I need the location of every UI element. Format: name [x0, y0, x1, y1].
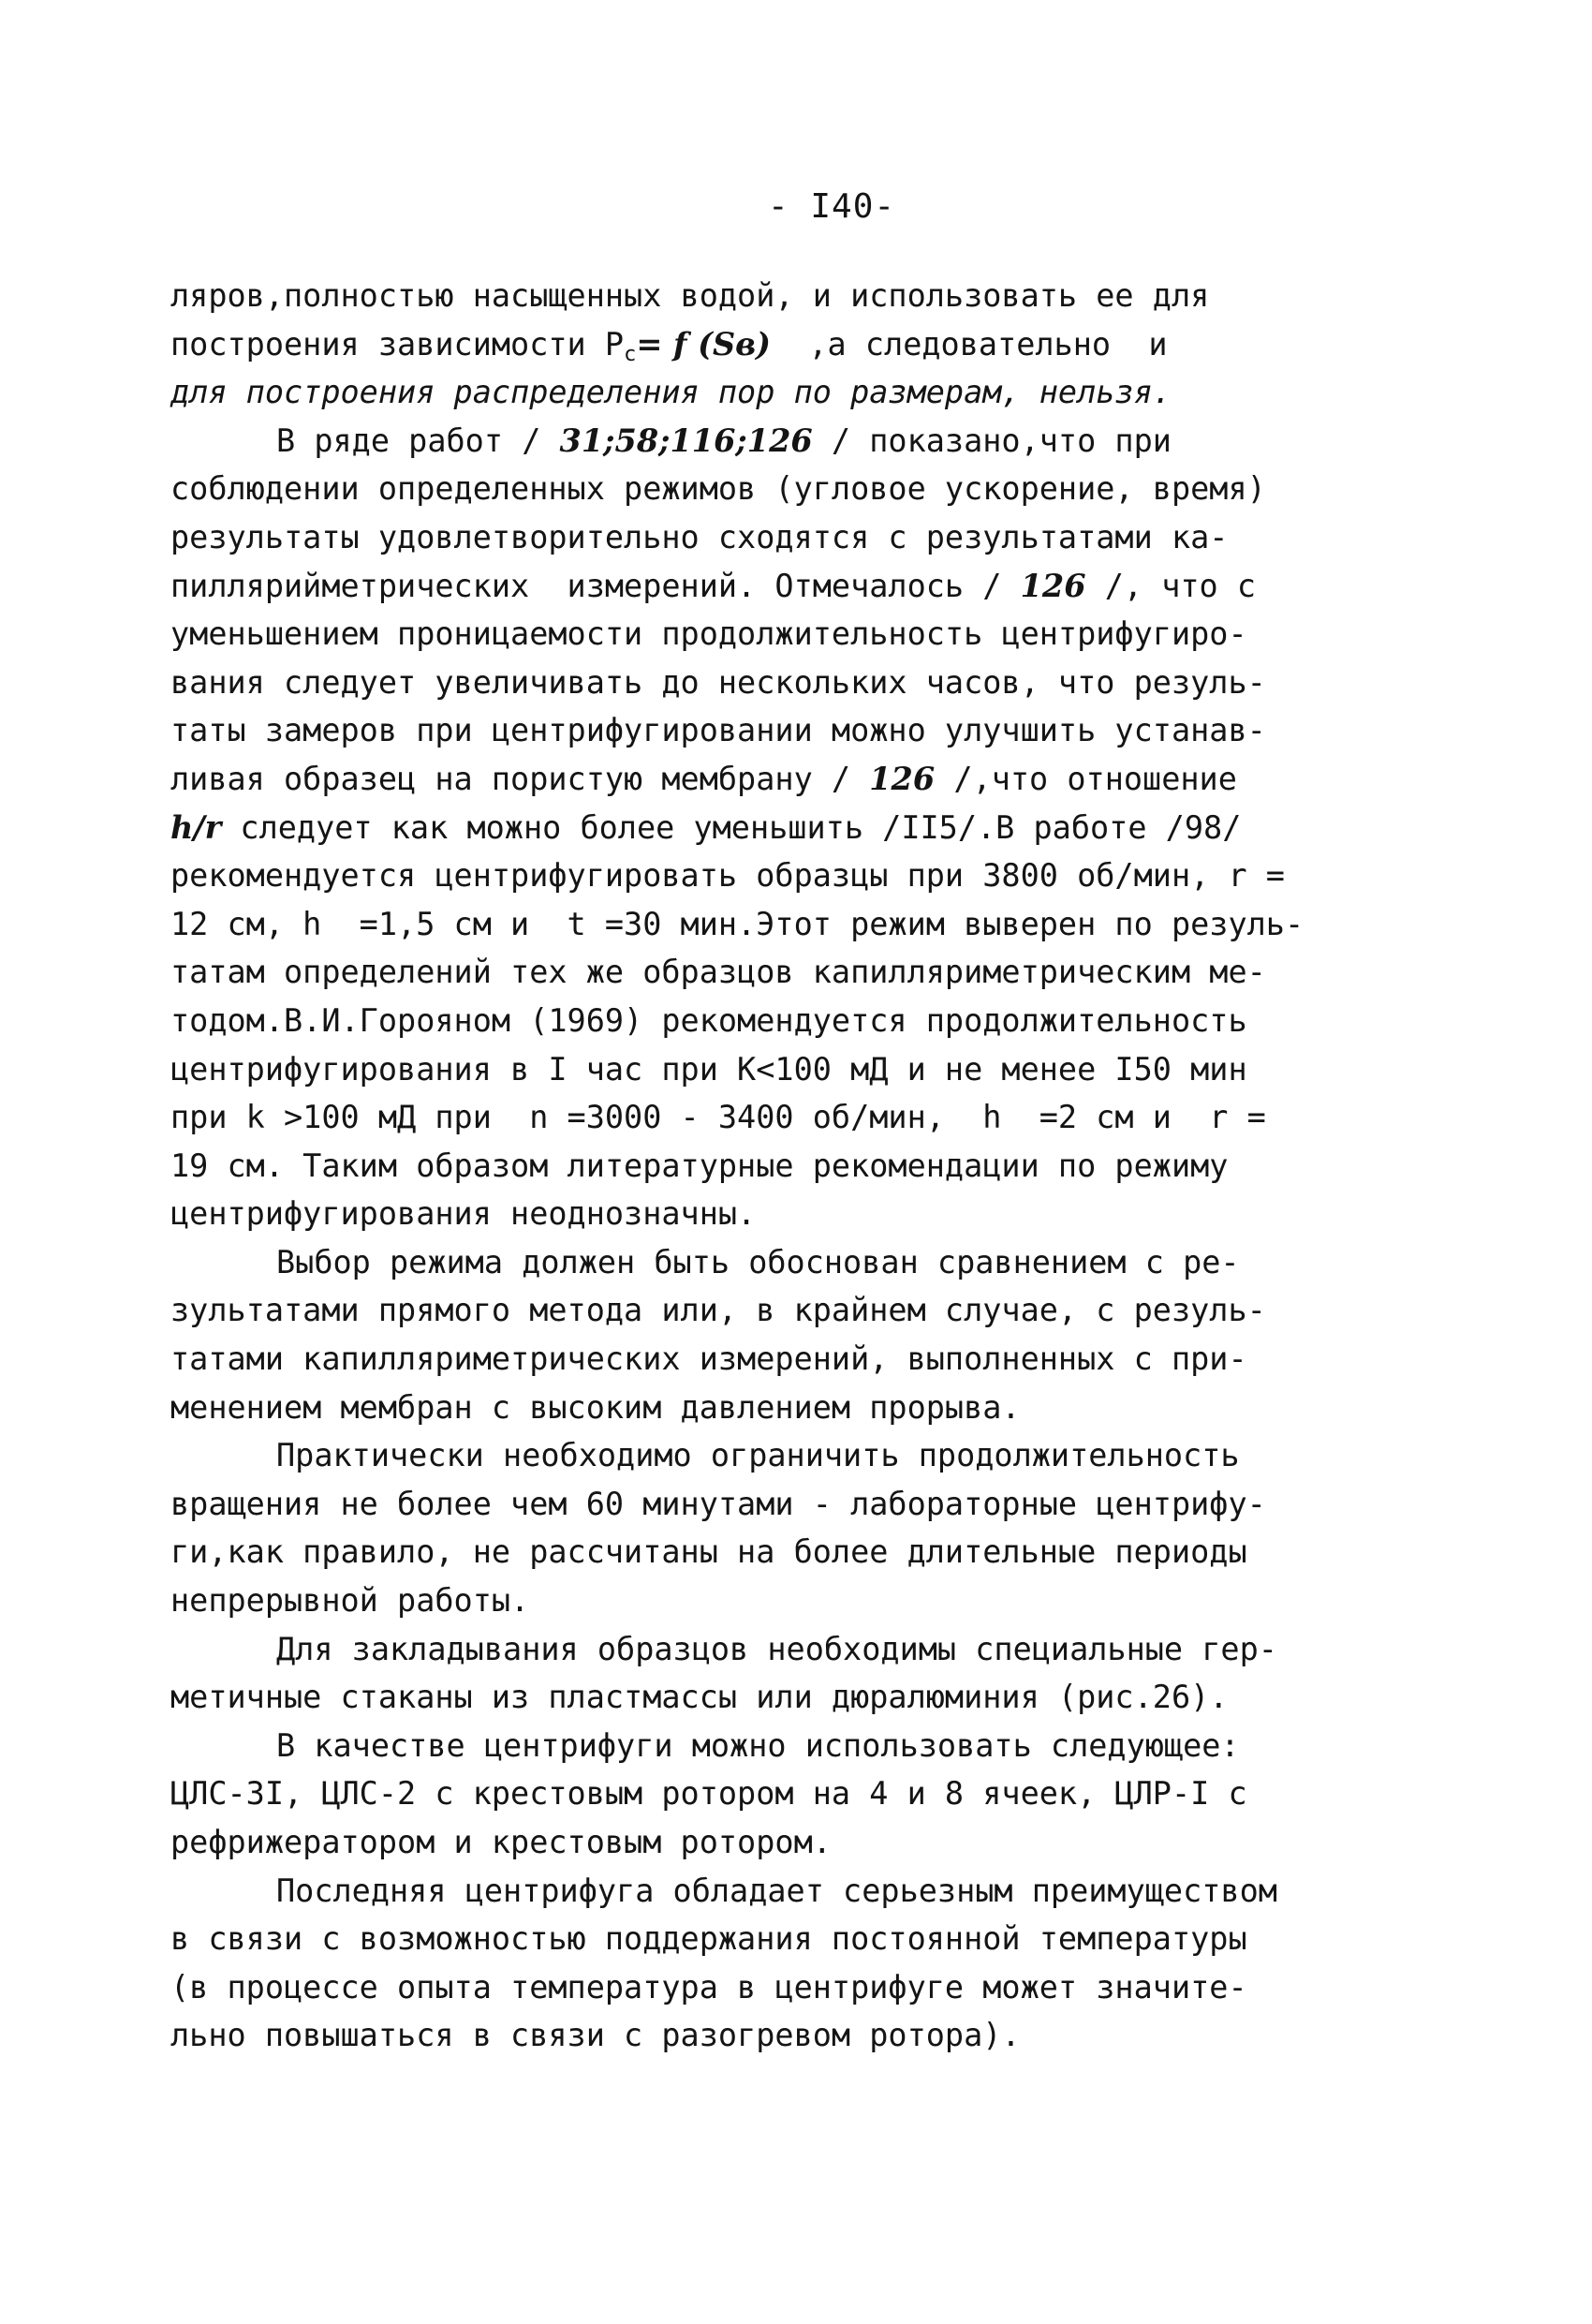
- reference-number: 126: [1020, 567, 1086, 604]
- text-fragment: ливая образец на пористую мембрану /: [170, 760, 870, 797]
- text-fragment: /,что отношение: [935, 760, 1237, 797]
- body-text: [170, 272, 1388, 2060]
- text-line: тодом.В.И.Гороянoм (1969) рекомендуется продолжительность: [170, 1001, 1247, 1039]
- text-line: [170, 804, 1388, 852]
- text-line: рекомендуется центрифугировать образцы при 3800 об/мин, r =: [170, 857, 1285, 895]
- text-line: вания следует увеличивать до нескольких часов, что резуль-: [170, 663, 1266, 701]
- text-fragment: / показано,что при: [812, 422, 1172, 459]
- text-line: таты замеров при центрифугировании можно улучшить устанав-: [170, 712, 1266, 749]
- text-line: [170, 755, 1388, 804]
- formula-trailing-text: ,а следовательно и: [771, 325, 1168, 363]
- text-line: метичные стаканы из пластмассы или дюралюминия (рис.26).: [170, 1679, 1229, 1716]
- paragraph-3: [170, 1238, 1388, 1431]
- text-line: ЦЛС-3I, ЦЛС-2 с крестовым ротором на 4 и 8 ячеек, ЦЛР-I с: [170, 1775, 1247, 1813]
- text-line: Выбор режима должен быть обоснован сравнением с ре-: [276, 1243, 1240, 1280]
- text-line: льно повышаться в связи с разогревом ротора).: [170, 2017, 1021, 2054]
- text-line: ги,как правило, не рассчитаны на более длительные периоды: [170, 1533, 1247, 1571]
- text-line: непрерывной работы.: [170, 1582, 530, 1620]
- text-line: 12 см, h =1,5 см и t =30 мин.Этот режим выверен по резуль-: [170, 905, 1305, 942]
- text-line: В качестве центрифуги можно использовать следующее:: [276, 1726, 1240, 1764]
- paragraph-1: [170, 272, 1388, 417]
- text-fragment: пиллярийметрических измерений. Отмечалось /: [170, 567, 1021, 604]
- text-line: рефрижератором и крестовым ротором.: [170, 1824, 832, 1860]
- text-line: уменьшением проницаемости продолжительность центрифугиро-: [170, 615, 1247, 653]
- text-line: [170, 417, 1388, 466]
- paragraph-4: [170, 1431, 1388, 1624]
- text-line: [170, 562, 1388, 611]
- reference-number: 126: [869, 760, 936, 797]
- text-fragment: В ряде работ /: [276, 422, 560, 459]
- text-line: ляров,полностью насыщенных водой, и использовать ее для: [170, 277, 1210, 314]
- formula-lead: построения зависимости P: [170, 325, 625, 363]
- text-line: соблюдении определенных режимов (угловое ускорение, время): [170, 470, 1266, 508]
- text-line: центрифугирования неоднозначны.: [170, 1195, 757, 1233]
- text-fragment: следует как можно более уменьшить /II5/.В работе /98/: [221, 808, 1242, 846]
- text-line: татами капилляриметрических измерений, выполненных с при-: [170, 1340, 1247, 1378]
- text-line: татам определений тех же образцов капилляриметрическим ме-: [170, 954, 1266, 991]
- reference-list: 31;58;116;126: [559, 422, 813, 459]
- text-line: зультатами прямого метода или, в крайнем случае, с резуль-: [170, 1292, 1266, 1329]
- text-line: для построения распределения пор по размерам, нельзя.: [170, 374, 1172, 411]
- text-line: Для закладывания образцов необходимы специальные гер-: [276, 1630, 1277, 1667]
- paragraph-6: [170, 1722, 1388, 1867]
- text-line: 19 см. Таким образом литературные рекомендации по режиму: [170, 1147, 1229, 1184]
- text-line: Последняя центрифуга обладает серьезным преимуществом: [276, 1872, 1277, 1909]
- formula-expression: = f (Sв): [636, 325, 772, 363]
- formula-subscript: c: [624, 342, 637, 366]
- ratio-symbol: h/r: [170, 808, 222, 846]
- text-line: вращения не более чем 60 минутами - лабораторные центрифу-: [170, 1485, 1266, 1522]
- text-line-formula: [170, 320, 1388, 369]
- text-line: результаты удовлетворительно сходятся с результатами ка-: [170, 518, 1229, 555]
- text-fragment: /, что с: [1085, 567, 1257, 604]
- text-line: (в процессе опыта температура в центрифуге может значите-: [170, 1968, 1247, 2006]
- text-line: центрифугирования в I час при K<100 мД и не менее I50 мин: [170, 1050, 1247, 1088]
- paragraph-7: [170, 1867, 1388, 2060]
- text-line: в связи с возможностью поддержания постоянной температуры: [170, 1920, 1247, 1958]
- paragraph-5: [170, 1625, 1388, 1722]
- page-number: - I40-: [768, 187, 896, 226]
- paragraph-2: [170, 417, 1388, 1238]
- text-line: менением мембран с высоким давлением прорыва.: [170, 1388, 1021, 1426]
- text-line: Практически необходимо ограничить продолжительность: [276, 1437, 1240, 1474]
- text-line: при k >100 мД при n =3000 - 3400 об/мин, h =2 см и r =: [170, 1099, 1266, 1136]
